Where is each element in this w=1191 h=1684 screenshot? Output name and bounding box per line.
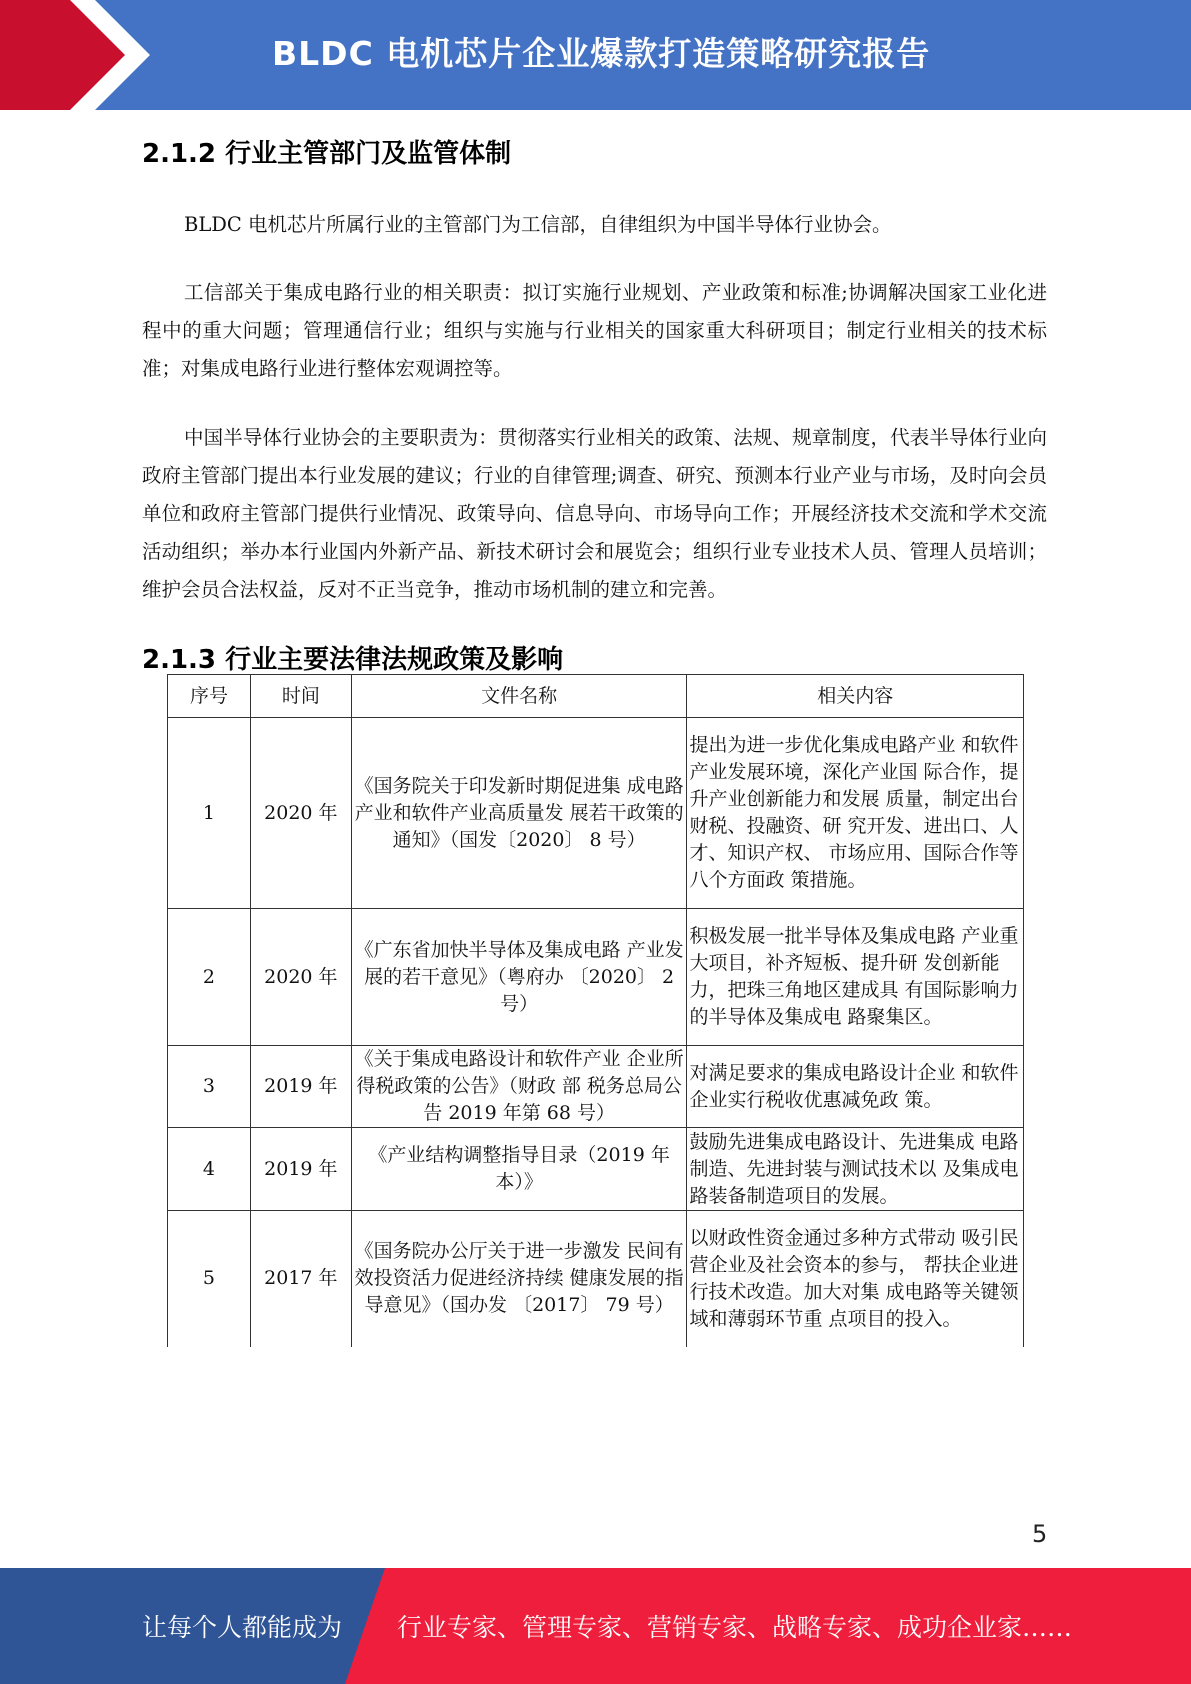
cell-document: 《关于集成电路设计和软件产业 企业所得税政策的公告》（财政 部 税务总局公告 2019 年第 68 号） (351, 1046, 687, 1128)
paragraph-regulator: BLDC 电机芯片所属行业的主管部门为工信部，自律组织为中国半导体行业协会。 (184, 213, 892, 236)
cell-date: 2020 年 (250, 718, 351, 909)
column-header-document: 文件名称 (351, 675, 687, 718)
cell-index: 3 (168, 1046, 251, 1128)
cell-date: 2019 年 (250, 1046, 351, 1128)
cell-document: 《广东省加快半导体及集成电路 产业发展的若干意见》（粤府办 〔2020〕 2 号） (351, 909, 687, 1046)
cell-content: 鼓励先进集成电路设计、先进集成 电路制造、先进封装与测试技术以 及集成电路装备制造项目的发展。 (687, 1128, 1024, 1211)
footer-slogan-right: 行业专家、管理专家、营销专家、战略专家、成功企业家…… (397, 1613, 1073, 1642)
cell-content: 以财政性资金通过多种方式带动 吸引民营企业及社会资本的参与， 帮扶企业进行技术改造。加大对集 成电路等关键领域和薄弱环节重 点项目的投入。 (687, 1211, 1024, 1347)
table-row (168, 1211, 1024, 1347)
cell-document: 《产业结构调整指导目录（2019 年本）》 (351, 1128, 687, 1211)
table-row (168, 909, 1024, 1046)
table-header-row (168, 675, 1024, 718)
column-header-index: 序号 (168, 675, 251, 718)
column-header-date: 时间 (250, 675, 351, 718)
cell-index: 5 (168, 1211, 251, 1347)
table-row (168, 718, 1024, 909)
section-heading-2-1-3: 2.1.3 行业主要法律法规政策及影响 (142, 645, 564, 675)
footer-slogan-left: 让每个人都能成为 (142, 1613, 343, 1642)
paragraph-miit-duties: 工信部关于集成电路行业的相关职责：拟订实施行业规划、产业政策和标准;协调解决国家工业化进程中的重大问题；管理通信行业；组织与实施与行业相关的国家重大科研项目；制定行业相关的技术标准；对集成电路行业进行整体宏观调控等。 (142, 281, 1047, 380)
cell-content: 提出为进一步优化集成电路产业 和软件产业发展环境，深化产业国 际合作，提升产业创新能力和发展 质量，制定出台财税、投融资、研 究开发、进出口、人才、知识产权、 市场应用、国际合作等八个方面政 策措施。 (687, 718, 1024, 909)
table-row (168, 1046, 1024, 1128)
column-header-content: 相关内容 (687, 675, 1024, 718)
cell-index: 1 (168, 718, 251, 909)
cell-date: 2020 年 (250, 909, 351, 1046)
cell-document: 《国务院办公厅关于进一步激发 民间有效投资活力促进经济持续 健康发展的指导意见》（国办发 〔2017〕 79 号） (351, 1211, 687, 1347)
cell-content: 积极发展一批半导体及集成电路 产业重大项目，补齐短板、提升研 发创新能力，把珠三角地区建成具 有国际影响力的半导体及集成电 路聚集区。 (687, 909, 1024, 1046)
table-row (168, 1128, 1024, 1211)
page-footer (0, 1568, 1191, 1684)
header-chevron-decoration (0, 0, 150, 110)
cell-date: 2017 年 (250, 1211, 351, 1347)
page-number: 5 (1032, 1520, 1048, 1548)
page-header (0, 0, 1191, 110)
cell-index: 4 (168, 1128, 251, 1211)
cell-date: 2019 年 (250, 1128, 351, 1211)
policy-table (167, 674, 1024, 1347)
paragraph-csia-duties: 中国半导体行业协会的主要职责为：贯彻落实行业相关的政策、法规、规章制度，代表半导体行业向政府主管部门提出本行业发展的建议；行业的自律管理;调查、研究、预测本行业产业与市场，及时向会员单位和政府主管部门提供行业情况、政策导向、信息导向、市场导向工作；开展经济技术交流和学术交流活动组织；举办本行业国内外新产品、新技术研讨会和展览会；组织行业专业技术人员、管理人员培训；维护会员合法权益，反对不正当竞争，推动市场机制的建立和完善。 (142, 426, 1047, 601)
cell-document: 《国务院关于印发新时期促进集 成电路产业和软件产业高质量发 展若干政策的通知》（国发〔2020〕 8 号） (351, 718, 687, 909)
section-heading-2-1-2: 2.1.2 行业主管部门及监管体制 (142, 139, 512, 169)
cell-content: 对满足要求的集成电路设计企业 和软件企业实行税收优惠减免政 策。 (687, 1046, 1024, 1128)
report-title: BLDC 电机芯片企业爆款打造策略研究报告 (272, 34, 931, 73)
cell-index: 2 (168, 909, 251, 1046)
